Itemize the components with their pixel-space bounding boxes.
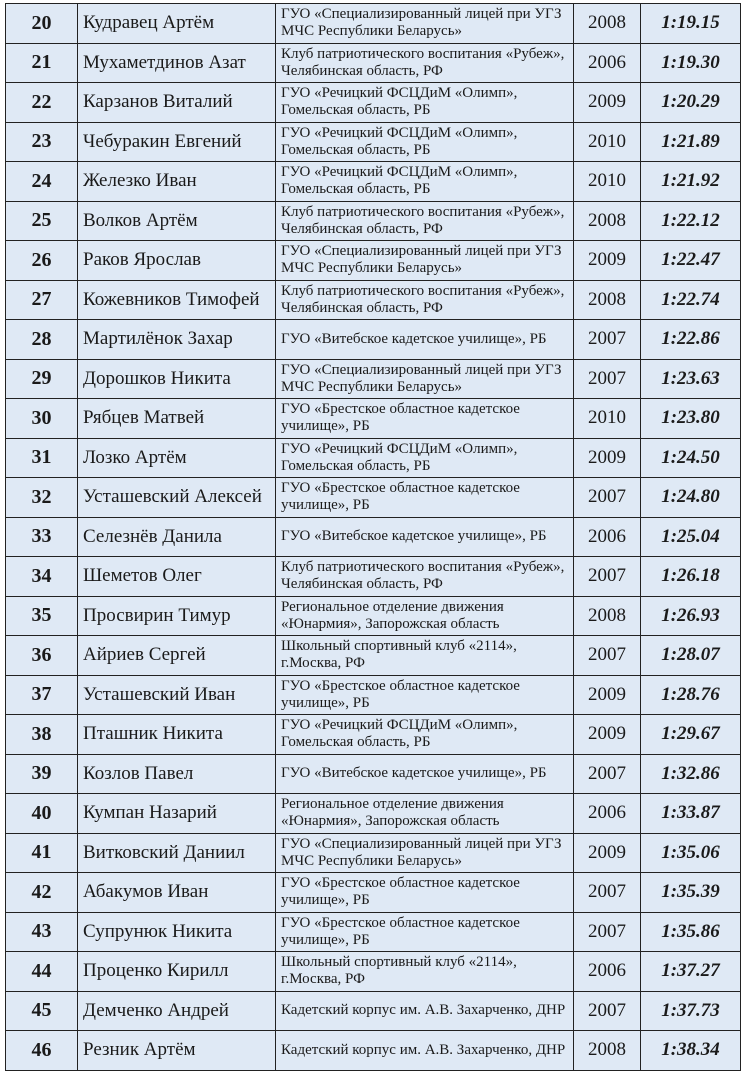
organization-cell: ГУО «Брестское областное кадетское училище», РБ — [276, 399, 574, 439]
time-cell: 1:28.07 — [641, 636, 741, 676]
place-cell: 44 — [6, 952, 78, 992]
name-cell: Шеметов Олег — [78, 557, 276, 597]
table-row — [6, 280, 741, 320]
organization-cell: ГУО «Брестское областное кадетское училище», РБ — [276, 912, 574, 952]
time-cell: 1:23.80 — [641, 399, 741, 439]
name-cell: Супрунюк Никита — [78, 912, 276, 952]
birth-year-cell: 2009 — [574, 241, 641, 281]
table-row — [6, 873, 741, 913]
organization-cell: Клуб патриотического воспитания «Рубеж», Челябинская область, РФ — [276, 201, 574, 241]
organization-cell: ГУО «Специализированный лицей при УГЗ МЧС Республики Беларусь» — [276, 359, 574, 399]
organization-cell: ГУО «Специализированный лицей при УГЗ МЧС Республики Беларусь» — [276, 4, 574, 44]
organization-cell: ГУО «Речицкий ФСЦДиМ «Олимп», Гомельская область, РБ — [276, 162, 574, 202]
birth-year-cell: 2006 — [574, 43, 641, 83]
birth-year-cell: 2009 — [574, 675, 641, 715]
place-cell: 22 — [6, 83, 78, 123]
time-cell: 1:25.04 — [641, 517, 741, 557]
birth-year-cell: 2007 — [574, 320, 641, 360]
place-cell: 27 — [6, 280, 78, 320]
place-cell: 34 — [6, 557, 78, 597]
table-row — [6, 1031, 741, 1071]
time-cell: 1:19.15 — [641, 4, 741, 44]
time-cell: 1:24.80 — [641, 478, 741, 518]
place-cell: 26 — [6, 241, 78, 281]
organization-cell: Кадетский корпус им. А.В. Захарченко, ДНР — [276, 991, 574, 1031]
birth-year-cell: 2008 — [574, 201, 641, 241]
organization-cell: ГУО «Речицкий ФСЦДиМ «Олимп», Гомельская область, РБ — [276, 715, 574, 755]
time-cell: 1:20.29 — [641, 83, 741, 123]
table-row — [6, 754, 741, 794]
place-cell: 38 — [6, 715, 78, 755]
place-cell: 20 — [6, 4, 78, 44]
name-cell: Дорошков Никита — [78, 359, 276, 399]
place-cell: 33 — [6, 517, 78, 557]
birth-year-cell: 2009 — [574, 715, 641, 755]
organization-cell: ГУО «Брестское областное кадетское училище», РБ — [276, 478, 574, 518]
name-cell: Кумпан Назарий — [78, 794, 276, 834]
organization-cell: ГУО «Витебское кадетское училище», РБ — [276, 517, 574, 557]
name-cell: Мартилёнок Захар — [78, 320, 276, 360]
time-cell: 1:22.74 — [641, 280, 741, 320]
results-table-container — [5, 3, 741, 1071]
table-row — [6, 241, 741, 281]
organization-cell: ГУО «Речицкий ФСЦДиМ «Олимп», Гомельская область, РБ — [276, 83, 574, 123]
birth-year-cell: 2008 — [574, 1031, 641, 1071]
time-cell: 1:35.39 — [641, 873, 741, 913]
organization-cell: Региональное отделение движения «Юнармия», Запорожская область — [276, 596, 574, 636]
time-cell: 1:35.06 — [641, 833, 741, 873]
time-cell: 1:21.89 — [641, 122, 741, 162]
place-cell: 46 — [6, 1031, 78, 1071]
birth-year-cell: 2007 — [574, 636, 641, 676]
name-cell: Витковский Даниил — [78, 833, 276, 873]
birth-year-cell: 2007 — [574, 912, 641, 952]
organization-cell: ГУО «Речицкий ФСЦДиМ «Олимп», Гомельская область, РБ — [276, 438, 574, 478]
table-row — [6, 636, 741, 676]
place-cell: 39 — [6, 754, 78, 794]
place-cell: 23 — [6, 122, 78, 162]
birth-year-cell: 2008 — [574, 4, 641, 44]
birth-year-cell: 2007 — [574, 557, 641, 597]
organization-cell: ГУО «Брестское областное кадетское училище», РБ — [276, 675, 574, 715]
name-cell: Волков Артём — [78, 201, 276, 241]
table-row — [6, 478, 741, 518]
organization-cell: Школьный спортивный клуб «2114», г.Москва, РФ — [276, 952, 574, 992]
time-cell: 1:28.76 — [641, 675, 741, 715]
name-cell: Абакумов Иван — [78, 873, 276, 913]
place-cell: 30 — [6, 399, 78, 439]
birth-year-cell: 2007 — [574, 359, 641, 399]
name-cell: Чебуракин Евгений — [78, 122, 276, 162]
name-cell: Проценко Кирилл — [78, 952, 276, 992]
time-cell: 1:19.30 — [641, 43, 741, 83]
table-row — [6, 794, 741, 834]
organization-cell: Школьный спортивный клуб «2114», г.Москва, РФ — [276, 636, 574, 676]
table-row — [6, 715, 741, 755]
time-cell: 1:22.47 — [641, 241, 741, 281]
birth-year-cell: 2008 — [574, 280, 641, 320]
name-cell: Усташевский Иван — [78, 675, 276, 715]
table-row — [6, 596, 741, 636]
name-cell: Железко Иван — [78, 162, 276, 202]
time-cell: 1:26.18 — [641, 557, 741, 597]
organization-cell: Клуб патриотического воспитания «Рубеж», Челябинская область, РФ — [276, 280, 574, 320]
place-cell: 43 — [6, 912, 78, 952]
name-cell: Мухаметдинов Азат — [78, 43, 276, 83]
place-cell: 32 — [6, 478, 78, 518]
place-cell: 28 — [6, 320, 78, 360]
table-row — [6, 557, 741, 597]
results-table-body — [6, 4, 741, 1071]
time-cell: 1:26.93 — [641, 596, 741, 636]
place-cell: 45 — [6, 991, 78, 1031]
table-row — [6, 517, 741, 557]
organization-cell: ГУО «Витебское кадетское училище», РБ — [276, 754, 574, 794]
place-cell: 29 — [6, 359, 78, 399]
table-row — [6, 83, 741, 123]
name-cell: Пташник Никита — [78, 715, 276, 755]
table-row — [6, 162, 741, 202]
name-cell: Рябцев Матвей — [78, 399, 276, 439]
place-cell: 42 — [6, 873, 78, 913]
name-cell: Кудравец Артём — [78, 4, 276, 44]
organization-cell: Клуб патриотического воспитания «Рубеж», Челябинская область, РФ — [276, 43, 574, 83]
table-row — [6, 4, 741, 44]
name-cell: Кожевников Тимофей — [78, 280, 276, 320]
table-row — [6, 122, 741, 162]
organization-cell: Кадетский корпус им. А.В. Захарченко, ДНР — [276, 1031, 574, 1071]
place-cell: 40 — [6, 794, 78, 834]
time-cell: 1:32.86 — [641, 754, 741, 794]
time-cell: 1:35.86 — [641, 912, 741, 952]
organization-cell: ГУО «Специализированный лицей при УГЗ МЧС Республики Беларусь» — [276, 833, 574, 873]
birth-year-cell: 2006 — [574, 952, 641, 992]
birth-year-cell: 2010 — [574, 399, 641, 439]
place-cell: 35 — [6, 596, 78, 636]
name-cell: Айриев Сергей — [78, 636, 276, 676]
time-cell: 1:21.92 — [641, 162, 741, 202]
name-cell: Козлов Павел — [78, 754, 276, 794]
birth-year-cell: 2007 — [574, 478, 641, 518]
name-cell: Лозко Артём — [78, 438, 276, 478]
organization-cell: ГУО «Специализированный лицей при УГЗ МЧС Республики Беларусь» — [276, 241, 574, 281]
place-cell: 21 — [6, 43, 78, 83]
place-cell: 24 — [6, 162, 78, 202]
table-row — [6, 438, 741, 478]
time-cell: 1:38.34 — [641, 1031, 741, 1071]
birth-year-cell: 2007 — [574, 754, 641, 794]
birth-year-cell: 2010 — [574, 162, 641, 202]
table-row — [6, 952, 741, 992]
table-row — [6, 675, 741, 715]
table-row — [6, 991, 741, 1031]
time-cell: 1:33.87 — [641, 794, 741, 834]
organization-cell: ГУО «Речицкий ФСЦДиМ «Олимп», Гомельская область, РБ — [276, 122, 574, 162]
birth-year-cell: 2007 — [574, 873, 641, 913]
name-cell: Демченко Андрей — [78, 991, 276, 1031]
organization-cell: Клуб патриотического воспитания «Рубеж», Челябинская область, РФ — [276, 557, 574, 597]
time-cell: 1:22.86 — [641, 320, 741, 360]
table-row — [6, 912, 741, 952]
time-cell: 1:22.12 — [641, 201, 741, 241]
results-table — [5, 3, 741, 1071]
name-cell: Резник Артём — [78, 1031, 276, 1071]
organization-cell: ГУО «Витебское кадетское училище», РБ — [276, 320, 574, 360]
time-cell: 1:37.27 — [641, 952, 741, 992]
birth-year-cell: 2009 — [574, 833, 641, 873]
birth-year-cell: 2006 — [574, 794, 641, 834]
place-cell: 37 — [6, 675, 78, 715]
organization-cell: Региональное отделение движения «Юнармия», Запорожская область — [276, 794, 574, 834]
time-cell: 1:29.67 — [641, 715, 741, 755]
birth-year-cell: 2006 — [574, 517, 641, 557]
birth-year-cell: 2007 — [574, 991, 641, 1031]
name-cell: Карзанов Виталий — [78, 83, 276, 123]
table-row — [6, 201, 741, 241]
table-row — [6, 359, 741, 399]
birth-year-cell: 2010 — [574, 122, 641, 162]
name-cell: Просвирин Тимур — [78, 596, 276, 636]
birth-year-cell: 2009 — [574, 438, 641, 478]
organization-cell: ГУО «Брестское областное кадетское училище», РБ — [276, 873, 574, 913]
name-cell: Усташевский Алексей — [78, 478, 276, 518]
birth-year-cell: 2008 — [574, 596, 641, 636]
time-cell: 1:23.63 — [641, 359, 741, 399]
time-cell: 1:37.73 — [641, 991, 741, 1031]
table-row — [6, 833, 741, 873]
table-row — [6, 320, 741, 360]
table-row — [6, 399, 741, 439]
time-cell: 1:24.50 — [641, 438, 741, 478]
place-cell: 31 — [6, 438, 78, 478]
name-cell: Селезнёв Данила — [78, 517, 276, 557]
table-row — [6, 43, 741, 83]
place-cell: 41 — [6, 833, 78, 873]
place-cell: 25 — [6, 201, 78, 241]
name-cell: Раков Ярослав — [78, 241, 276, 281]
place-cell: 36 — [6, 636, 78, 676]
birth-year-cell: 2009 — [574, 83, 641, 123]
